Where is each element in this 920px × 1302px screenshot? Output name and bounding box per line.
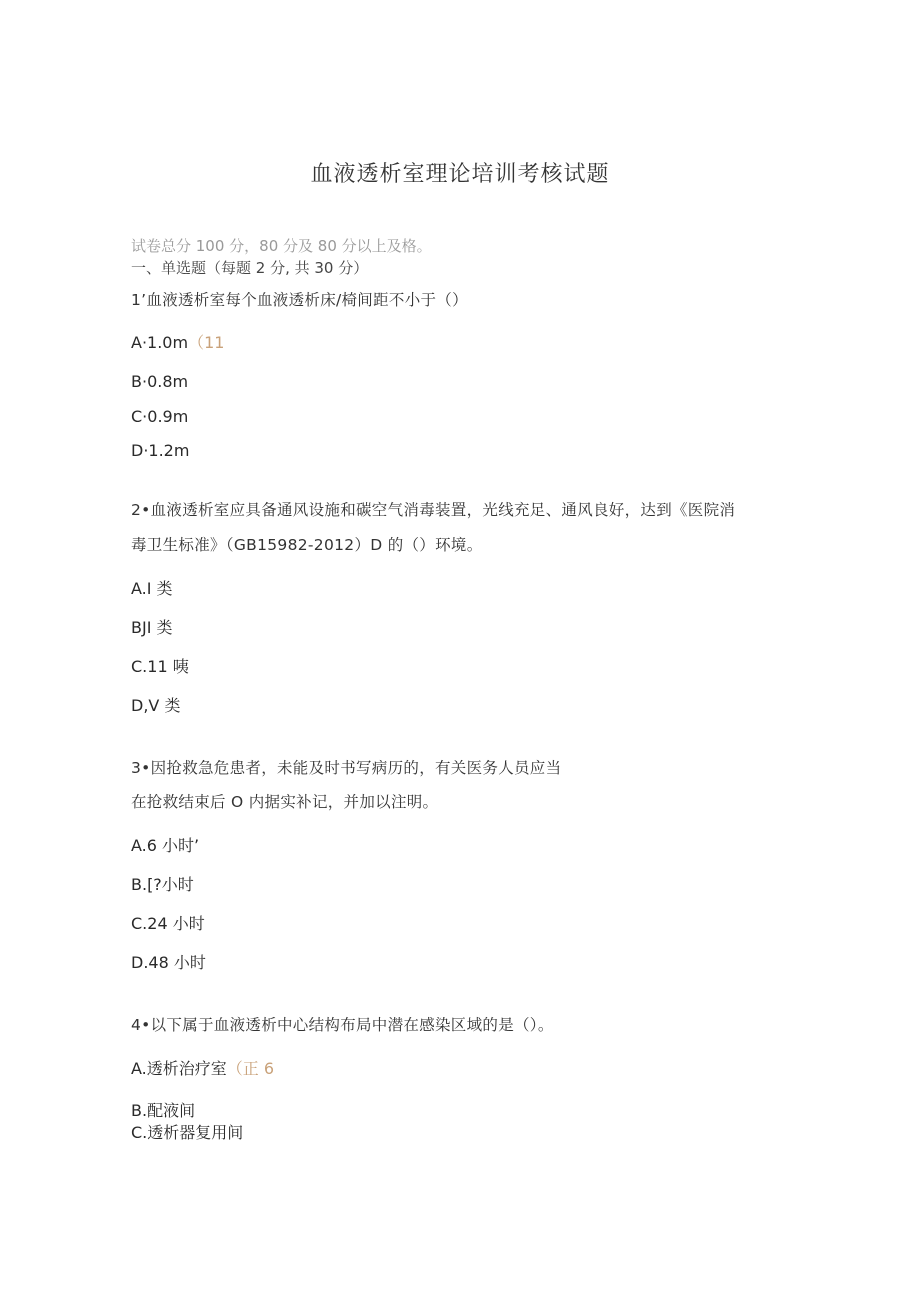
question-4-option-a (131, 1059, 274, 1079)
question-2-option-a: A.I 类 (131, 579, 173, 598)
question-1-option-c: C·0.9m (131, 407, 189, 426)
question-4-option-b: B.配液间 (131, 1101, 196, 1120)
question-2-option-c: C.11 咦 (131, 657, 189, 676)
question-3-option-d: D.48 小时 (131, 953, 206, 972)
question-2-text-line-1: 2•血液透析室应具备通风设施和碳空气消毒装置，光线充足、通风良好，达到《医院消 (131, 501, 736, 519)
question-3-text-line-2: 在抢救结束后 O 内据实补记，并加以注明。 (131, 793, 439, 811)
question-2-option-d: D,V 类 (131, 696, 181, 715)
question-2-option-b: BJI 类 (131, 618, 173, 637)
option-label: A.透析治疗室 (131, 1059, 227, 1078)
question-1-option-a (131, 333, 224, 353)
question-1-option-d: D·1.2m (131, 441, 190, 460)
question-4-text: 4•以下属于血液透析中心结构布局中潜在感染区域的是（）。 (131, 1016, 554, 1034)
question-3-option-c: C.24 小时 (131, 914, 205, 933)
question-4-option-c: C.透析器复用间 (131, 1123, 244, 1142)
handwritten-annotation: （正 6 (226, 1059, 275, 1078)
question-1-option-b: B·0.8m (131, 372, 189, 391)
option-label: A·1.0m (131, 333, 189, 352)
handwritten-annotation: （11 (188, 333, 225, 352)
section-heading: 一、单选题（每题 2 分, 共 30 分） (131, 259, 369, 277)
question-3-text-line-1: 3•因抢救急危患者，未能及时书写病历的，有关医务人员应当 (131, 759, 562, 777)
question-3-option-a: A.6 小时’ (131, 836, 200, 855)
question-3-option-b: B.[?小时 (131, 875, 194, 894)
question-2-text-line-2: 毒卫生标准》（GB15982-2012）D 的（）环境。 (131, 536, 483, 554)
exam-title: 血液透析室理论培训考核试题 (310, 162, 610, 187)
question-1-text: 1’血液透析室每个血液透析床/椅间距不小于（） (131, 291, 468, 309)
exam-intro: 试卷总分 100 分，80 分及 80 分以上及格。 (131, 237, 432, 255)
